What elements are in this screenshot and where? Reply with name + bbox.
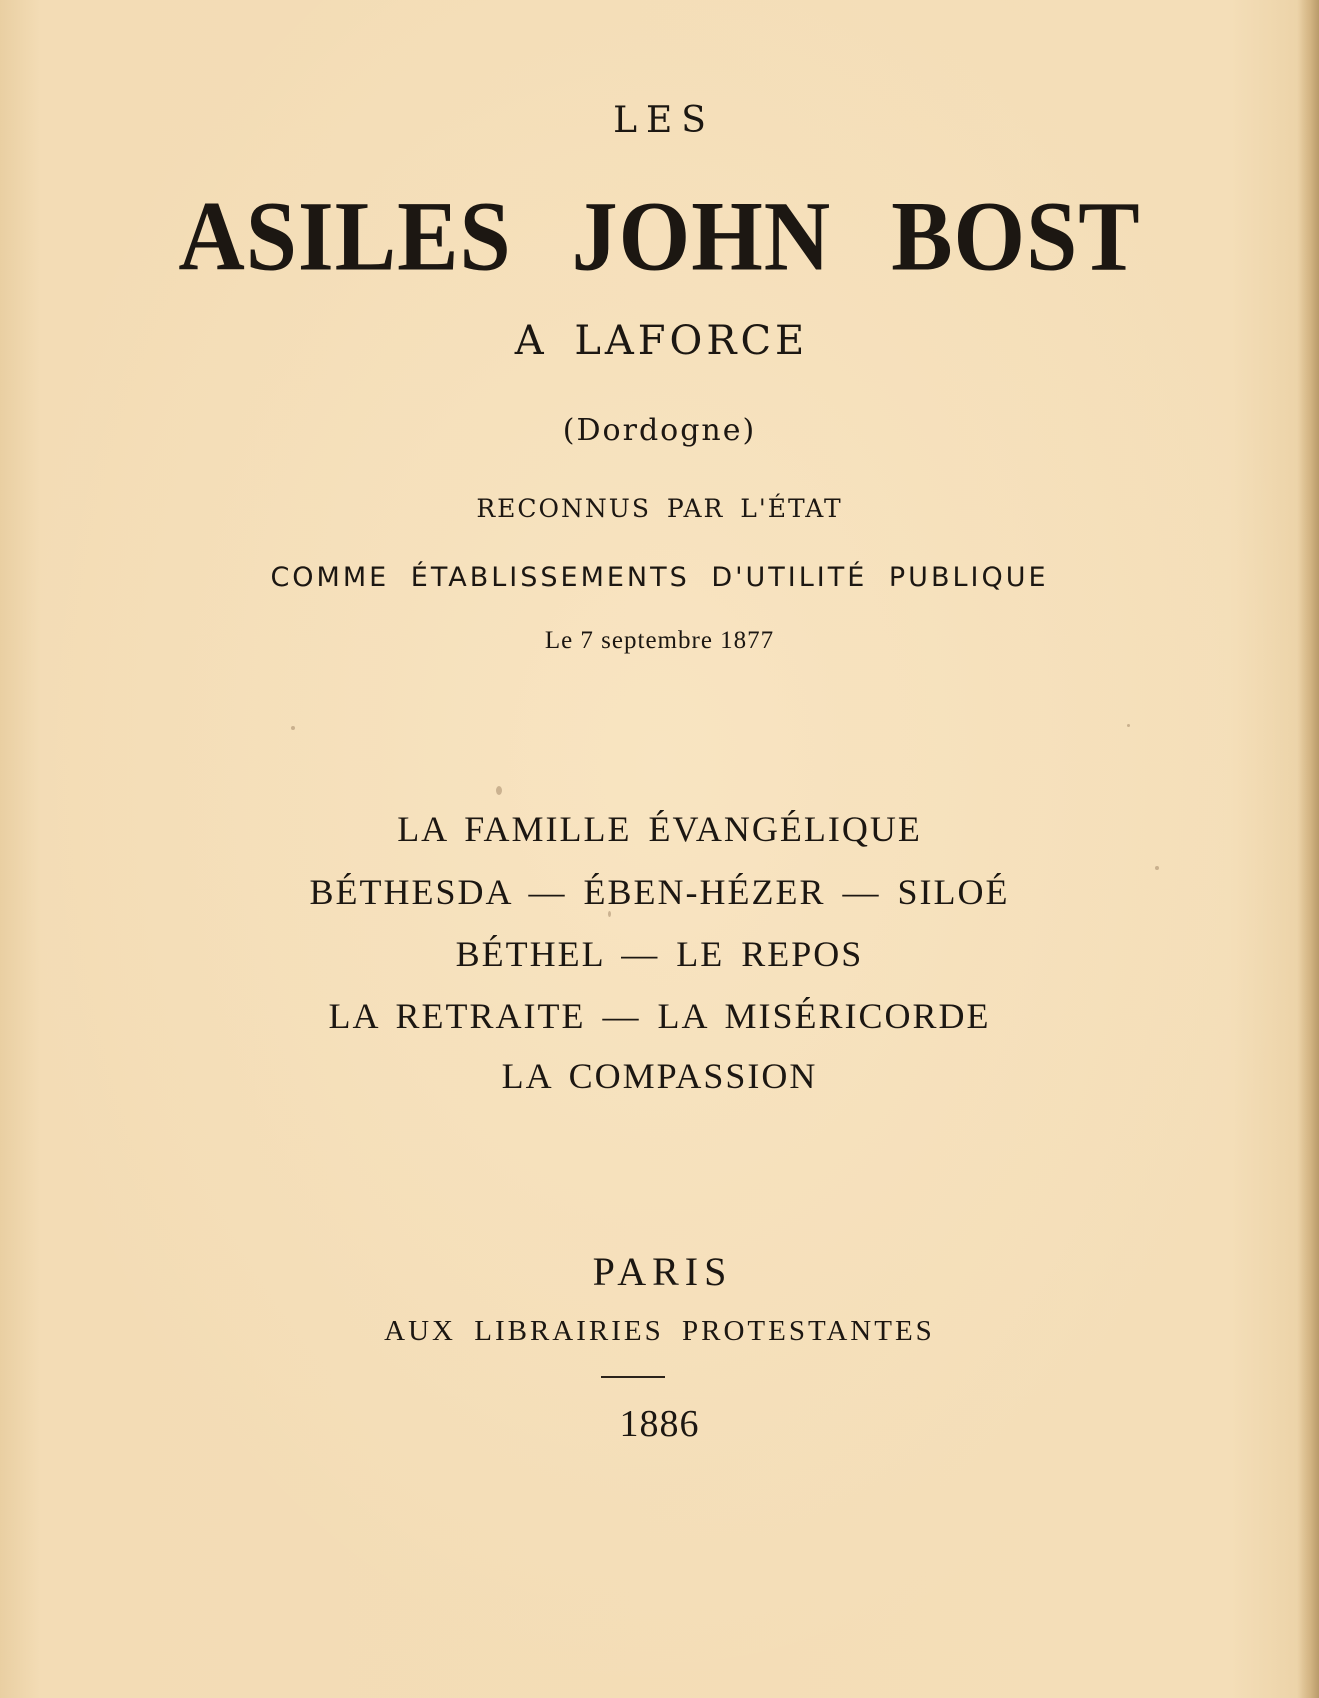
paper-speck <box>1127 724 1130 727</box>
paper-speck <box>291 726 295 730</box>
asylum-list-item: BÉTHEL — LE REPOS <box>455 934 864 974</box>
paper-speck <box>496 786 502 795</box>
title-prefix: LES <box>613 100 715 141</box>
asylum-list-item: LA FAMILLE ÉVANGÉLIQUE <box>397 809 922 849</box>
region-line: (Dordogne) <box>562 413 757 448</box>
recognition-date: Le 7 septembre 1877 <box>544 627 775 654</box>
asylum-list-item: BÉTHESDA — ÉBEN-HÉZER — SILOÉ <box>309 872 1010 912</box>
imprint-divider <box>601 1376 665 1378</box>
asylum-list-item: LA COMPASSION <box>501 1056 818 1096</box>
location-line: A LAFORCE <box>514 318 809 364</box>
recognition-line-2: COMME ÉTABLISSEMENTS D'UTILITÉ PUBLIQUE <box>270 562 1049 593</box>
imprint-year: 1886 <box>619 1403 700 1445</box>
asylum-list-item: LA RETRAITE — LA MISÉRICORDE <box>328 996 991 1036</box>
main-title: ASILES JOHN BOST <box>178 180 1141 292</box>
imprint-publisher: AUX LIBRAIRIES PROTESTANTES <box>384 1315 935 1347</box>
recognition-line-1: RECONNUS PAR L'ÉTAT <box>476 494 843 523</box>
imprint-city: PARIS <box>592 1249 733 1294</box>
paper-speck <box>1155 866 1159 870</box>
